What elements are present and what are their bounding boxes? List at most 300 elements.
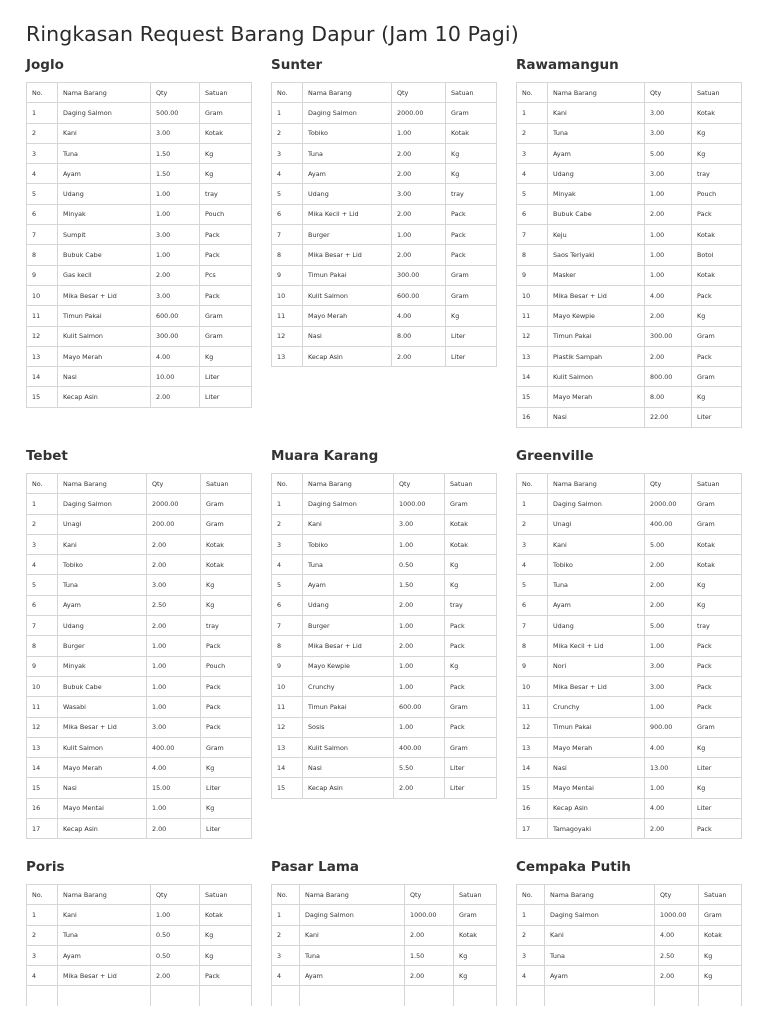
- item-qty: 1000.00: [394, 494, 445, 514]
- item-qty: 1.00: [394, 717, 445, 737]
- row-number: 8: [517, 636, 548, 656]
- table-row: [27, 555, 252, 575]
- row-number: 4: [517, 555, 548, 575]
- row-number: 6: [27, 204, 58, 224]
- item-qty: 4.00: [392, 306, 446, 326]
- item-name: Udang: [303, 595, 394, 615]
- row-number: 9: [27, 656, 58, 676]
- table-row: [27, 225, 252, 245]
- item-qty: 1.00: [645, 265, 692, 285]
- table-row: [27, 966, 252, 986]
- row-number: 15: [517, 778, 548, 798]
- row-number: 4: [27, 164, 58, 184]
- row-number: 7: [517, 616, 548, 636]
- item-qty: 4.00: [645, 798, 692, 818]
- item-qty: 3.00: [645, 676, 692, 696]
- row-number: 11: [27, 697, 58, 717]
- item-name: Tuna: [300, 945, 405, 965]
- row-number: 5: [517, 184, 548, 204]
- branch-section-sunter: [271, 55, 496, 367]
- col-satuan-header: Satuan: [692, 474, 742, 494]
- empty-cell: [300, 986, 405, 1006]
- table-row: [272, 184, 497, 204]
- branch-section-rawamangun: [516, 55, 741, 428]
- table-row: [517, 616, 742, 636]
- item-unit: Kg: [692, 143, 742, 163]
- col-nama-barang-header: Nama Barang: [545, 885, 655, 905]
- item-qty: 1.50: [394, 575, 445, 595]
- col-nama-barang-header: Nama Barang: [548, 83, 645, 103]
- row-number: 12: [272, 326, 303, 346]
- table-row: [272, 494, 497, 514]
- row-number: 10: [272, 285, 303, 305]
- item-qty: 2.00: [147, 616, 201, 636]
- item-name: Mika Kecil + Lid: [303, 204, 392, 224]
- item-qty: 600.00: [392, 285, 446, 305]
- item-name: Kecap Asin: [303, 778, 394, 798]
- item-qty: 2.00: [645, 204, 692, 224]
- item-unit: Kg: [200, 945, 252, 965]
- item-unit: Kotak: [201, 534, 252, 554]
- item-name: Daging Salmon: [548, 494, 645, 514]
- item-unit: Kotak: [200, 905, 252, 925]
- item-qty: 2000.00: [392, 103, 446, 123]
- empty-cell: [151, 986, 200, 1006]
- table-row: [27, 184, 252, 204]
- item-qty: 2.00: [147, 555, 201, 575]
- request-table: [26, 473, 252, 839]
- item-name: Udang: [303, 184, 392, 204]
- item-unit: Liter: [445, 758, 497, 778]
- table-row: [517, 164, 742, 184]
- branch-title: Cempaka Putih: [516, 859, 631, 875]
- item-qty: 2.00: [645, 819, 692, 839]
- request-table: [271, 82, 497, 367]
- item-unit: Gram: [200, 103, 252, 123]
- item-name: Kani: [58, 905, 151, 925]
- item-qty: 1.50: [151, 164, 200, 184]
- branch-title: Pasar Lama: [271, 859, 360, 875]
- table-row: [272, 925, 497, 945]
- item-unit: Gram: [446, 285, 497, 305]
- branch-section-joglo: [26, 55, 251, 408]
- item-name: Timun Pakai: [58, 306, 151, 326]
- item-qty: 8.00: [392, 326, 446, 346]
- row-number: 1: [517, 905, 545, 925]
- item-qty: 2.00: [151, 966, 200, 986]
- row-number: 4: [27, 555, 58, 575]
- item-name: Timun Pakai: [303, 697, 394, 717]
- item-qty: 1000.00: [655, 905, 699, 925]
- table-row: [517, 778, 742, 798]
- item-qty: 2.00: [147, 819, 201, 839]
- row-number: 1: [272, 103, 303, 123]
- item-qty: 2.50: [147, 595, 201, 615]
- item-qty: 1.50: [151, 143, 200, 163]
- table-row: [27, 778, 252, 798]
- item-qty: 1.00: [645, 778, 692, 798]
- item-name: Udang: [58, 184, 151, 204]
- item-unit: Kg: [201, 798, 252, 818]
- empty-cell: [200, 986, 252, 1006]
- item-unit: Pouch: [692, 184, 742, 204]
- col-nama-barang-header: Nama Barang: [300, 885, 405, 905]
- item-unit: tray: [446, 184, 497, 204]
- row-number: 10: [27, 676, 58, 696]
- item-qty: 3.00: [147, 717, 201, 737]
- row-number: 1: [272, 494, 303, 514]
- item-qty: 3.00: [151, 225, 200, 245]
- col-nama-barang-header: Nama Barang: [58, 885, 151, 905]
- item-name: Daging Salmon: [300, 905, 405, 925]
- item-name: Keju: [548, 225, 645, 245]
- table-header-row: [517, 885, 742, 905]
- row-number: 3: [517, 534, 548, 554]
- item-qty: 1.00: [147, 798, 201, 818]
- item-name: Gas kecil: [58, 265, 151, 285]
- item-qty: 1.50: [405, 945, 454, 965]
- item-unit: Liter: [446, 346, 497, 366]
- item-unit: Kotak: [699, 925, 742, 945]
- branch-section-muara-karang: [271, 446, 496, 799]
- request-table: [271, 473, 497, 799]
- item-qty: 4.00: [645, 737, 692, 757]
- col-no-header: No.: [272, 474, 303, 494]
- branch-title: Tebet: [26, 448, 68, 464]
- row-number: 1: [27, 103, 58, 123]
- table-row: [517, 306, 742, 326]
- empty-cell: [517, 986, 545, 1006]
- item-unit: tray: [692, 616, 742, 636]
- table-row: [517, 407, 742, 427]
- item-name: Tobiko: [58, 555, 147, 575]
- item-unit: Gram: [692, 367, 742, 387]
- item-name: Burger: [303, 616, 394, 636]
- table-row: [272, 966, 497, 986]
- row-number: 9: [517, 656, 548, 676]
- item-qty: 2.00: [655, 966, 699, 986]
- item-unit: Kg: [200, 925, 252, 945]
- item-qty: 3.00: [151, 123, 200, 143]
- item-unit: Kotak: [692, 555, 742, 575]
- item-qty: 500.00: [151, 103, 200, 123]
- row-number: 11: [517, 697, 548, 717]
- table-row: [27, 575, 252, 595]
- item-name: Unagi: [548, 514, 645, 534]
- table-row: [27, 697, 252, 717]
- row-number: 16: [517, 407, 548, 427]
- row-number: 3: [27, 534, 58, 554]
- table-row: [27, 103, 252, 123]
- row-number: 13: [517, 346, 548, 366]
- item-name: Bubuk Cabe: [58, 676, 147, 696]
- item-qty: 300.00: [645, 326, 692, 346]
- table-row: [27, 164, 252, 184]
- item-unit: Gram: [445, 697, 497, 717]
- table-row: [517, 265, 742, 285]
- item-unit: Liter: [201, 778, 252, 798]
- item-name: Timun Pakai: [303, 265, 392, 285]
- item-unit: Kg: [692, 387, 742, 407]
- table-row: [27, 326, 252, 346]
- table-row: [517, 204, 742, 224]
- col-satuan-header: Satuan: [200, 83, 252, 103]
- branch-title: Rawamangun: [516, 57, 619, 73]
- item-qty: 1.00: [394, 616, 445, 636]
- item-qty: 0.50: [151, 925, 200, 945]
- item-qty: 2.00: [394, 595, 445, 615]
- item-name: Udang: [548, 616, 645, 636]
- item-name: Kani: [58, 123, 151, 143]
- item-name: Daging Salmon: [58, 103, 151, 123]
- table-row: [272, 676, 497, 696]
- row-number: 17: [27, 819, 58, 839]
- item-name: Timun Pakai: [548, 717, 645, 737]
- item-name: Ayam: [545, 966, 655, 986]
- item-unit: Kg: [201, 758, 252, 778]
- item-unit: tray: [201, 616, 252, 636]
- table-row: [517, 555, 742, 575]
- col-no-header: No.: [517, 885, 545, 905]
- col-nama-barang-header: Nama Barang: [303, 83, 392, 103]
- branch-section-pasar-lama: [271, 857, 496, 1006]
- item-unit: Pack: [445, 676, 497, 696]
- item-qty: 15.00: [147, 778, 201, 798]
- col-qty-header: Qty: [151, 83, 200, 103]
- row-number: 13: [27, 737, 58, 757]
- table-row: [27, 616, 252, 636]
- table-row: [517, 143, 742, 163]
- table-row: [272, 326, 497, 346]
- row-number: 15: [27, 778, 58, 798]
- item-name: Mika Besar + Lid: [548, 676, 645, 696]
- item-unit: Kotak: [446, 123, 497, 143]
- item-qty: 2.50: [655, 945, 699, 965]
- row-number: 1: [27, 905, 58, 925]
- table-row: [517, 245, 742, 265]
- item-qty: 5.00: [645, 616, 692, 636]
- item-qty: 1.00: [645, 184, 692, 204]
- empty-cell: [699, 986, 742, 1006]
- item-qty: 2.00: [405, 925, 454, 945]
- row-number: 3: [27, 945, 58, 965]
- row-number: 2: [27, 514, 58, 534]
- item-unit: Pack: [200, 966, 252, 986]
- item-name: Tuna: [303, 143, 392, 163]
- item-unit: Liter: [692, 407, 742, 427]
- item-name: Kulit Salmon: [548, 367, 645, 387]
- request-table: [271, 884, 497, 1006]
- table-row: [517, 103, 742, 123]
- row-number: 2: [517, 514, 548, 534]
- item-name: Mika Kecil + Lid: [548, 636, 645, 656]
- item-qty: 0.50: [151, 945, 200, 965]
- item-qty: 2.00: [392, 143, 446, 163]
- item-unit: Pack: [200, 225, 252, 245]
- item-name: Kulit Salmon: [58, 737, 147, 757]
- col-qty-header: Qty: [645, 83, 692, 103]
- table-row: [272, 945, 497, 965]
- item-qty: 3.00: [645, 656, 692, 676]
- branch-title: Sunter: [271, 57, 323, 73]
- item-unit: Pack: [446, 225, 497, 245]
- item-qty: 3.00: [645, 103, 692, 123]
- item-qty: 1.00: [645, 245, 692, 265]
- table-header-row: [27, 83, 252, 103]
- item-unit: Pack: [692, 676, 742, 696]
- item-name: Minyak: [58, 656, 147, 676]
- row-number: 9: [27, 265, 58, 285]
- row-number: 1: [272, 905, 300, 925]
- empty-cell: [27, 986, 58, 1006]
- col-nama-barang-header: Nama Barang: [548, 474, 645, 494]
- item-qty: 4.00: [645, 285, 692, 305]
- table-row-clipped: [272, 986, 497, 1006]
- item-qty: 800.00: [645, 367, 692, 387]
- table-row: [517, 966, 742, 986]
- item-qty: 1.00: [147, 656, 201, 676]
- table-row: [517, 737, 742, 757]
- item-name: Mika Besar + Lid: [58, 285, 151, 305]
- item-unit: Gram: [692, 514, 742, 534]
- table-row: [517, 367, 742, 387]
- row-number: 12: [27, 326, 58, 346]
- row-number: 5: [27, 184, 58, 204]
- item-name: Nori: [548, 656, 645, 676]
- item-unit: Kotak: [454, 925, 497, 945]
- item-unit: Liter: [446, 326, 497, 346]
- item-unit: tray: [200, 184, 252, 204]
- col-no-header: No.: [517, 83, 548, 103]
- item-qty: 3.00: [645, 164, 692, 184]
- item-name: Sumpit: [58, 225, 151, 245]
- item-unit: Gram: [445, 494, 497, 514]
- item-name: Wasabi: [58, 697, 147, 717]
- item-name: Plastik Sampah: [548, 346, 645, 366]
- item-unit: Gram: [445, 737, 497, 757]
- row-number: 7: [272, 616, 303, 636]
- item-name: Ayam: [58, 164, 151, 184]
- item-name: Kani: [300, 925, 405, 945]
- row-number: 8: [27, 636, 58, 656]
- item-name: Mayo Merah: [303, 306, 392, 326]
- table-row: [272, 616, 497, 636]
- empty-cell: [272, 986, 300, 1006]
- row-number: 10: [27, 285, 58, 305]
- item-qty: 5.00: [645, 534, 692, 554]
- item-unit: Pack: [201, 717, 252, 737]
- table-row: [517, 945, 742, 965]
- item-name: Kani: [548, 534, 645, 554]
- item-qty: 1.00: [151, 905, 200, 925]
- row-number: 3: [27, 143, 58, 163]
- row-number: 14: [517, 758, 548, 778]
- row-number: 6: [272, 595, 303, 615]
- item-unit: tray: [445, 595, 497, 615]
- item-name: Udang: [548, 164, 645, 184]
- item-qty: 600.00: [151, 306, 200, 326]
- item-name: Timun Pakai: [548, 326, 645, 346]
- item-name: Tobiko: [303, 534, 394, 554]
- table-row: [27, 819, 252, 839]
- row-number: 13: [517, 737, 548, 757]
- item-name: Sosis: [303, 717, 394, 737]
- col-no-header: No.: [27, 885, 58, 905]
- item-qty: 2.00: [645, 575, 692, 595]
- item-qty: 300.00: [151, 326, 200, 346]
- item-name: Unagi: [58, 514, 147, 534]
- item-name: Tuna: [548, 575, 645, 595]
- row-number: 8: [272, 636, 303, 656]
- row-number: 16: [517, 798, 548, 818]
- item-name: Mayo Mentai: [58, 798, 147, 818]
- item-name: Nasi: [548, 758, 645, 778]
- item-name: Mayo Merah: [548, 737, 645, 757]
- row-number: 5: [272, 184, 303, 204]
- row-number: 7: [27, 225, 58, 245]
- table-row: [517, 819, 742, 839]
- col-satuan-header: Satuan: [201, 474, 252, 494]
- item-name: Mika Besar + Lid: [303, 636, 394, 656]
- item-unit: Pack: [446, 245, 497, 265]
- item-qty: 13.00: [645, 758, 692, 778]
- row-number: 1: [517, 494, 548, 514]
- item-name: Kani: [545, 925, 655, 945]
- item-qty: 200.00: [147, 514, 201, 534]
- table-row: [272, 164, 497, 184]
- row-number: 13: [27, 346, 58, 366]
- table-row: [27, 245, 252, 265]
- item-qty: 8.00: [645, 387, 692, 407]
- row-number: 3: [517, 143, 548, 163]
- item-qty: 2.00: [392, 164, 446, 184]
- row-number: 12: [27, 717, 58, 737]
- row-number: 2: [272, 123, 303, 143]
- item-unit: Pack: [692, 204, 742, 224]
- table-row: [517, 184, 742, 204]
- item-name: Burger: [58, 636, 147, 656]
- item-unit: Kg: [699, 966, 742, 986]
- table-row: [272, 514, 497, 534]
- table-header-row: [272, 885, 497, 905]
- item-name: Ayam: [303, 164, 392, 184]
- item-unit: Liter: [692, 758, 742, 778]
- item-name: Ayam: [548, 595, 645, 615]
- row-number: 9: [517, 265, 548, 285]
- table-header-row: [27, 474, 252, 494]
- table-row: [517, 676, 742, 696]
- item-qty: 3.00: [394, 514, 445, 534]
- item-unit: Pouch: [201, 656, 252, 676]
- item-name: Saos Teriyaki: [548, 245, 645, 265]
- table-row: [272, 737, 497, 757]
- item-unit: Pouch: [200, 204, 252, 224]
- item-qty: 0.50: [394, 555, 445, 575]
- table-row: [272, 595, 497, 615]
- item-qty: 2.00: [645, 595, 692, 615]
- table-row: [27, 387, 252, 407]
- row-number: 8: [27, 245, 58, 265]
- item-name: Crunchy: [303, 676, 394, 696]
- item-name: Mayo Kewpie: [548, 306, 645, 326]
- table-row: [27, 265, 252, 285]
- row-number: 2: [27, 925, 58, 945]
- item-name: Ayam: [548, 143, 645, 163]
- item-qty: 1.00: [147, 676, 201, 696]
- item-unit: Kg: [454, 966, 497, 986]
- item-unit: Gram: [446, 265, 497, 285]
- table-row: [27, 514, 252, 534]
